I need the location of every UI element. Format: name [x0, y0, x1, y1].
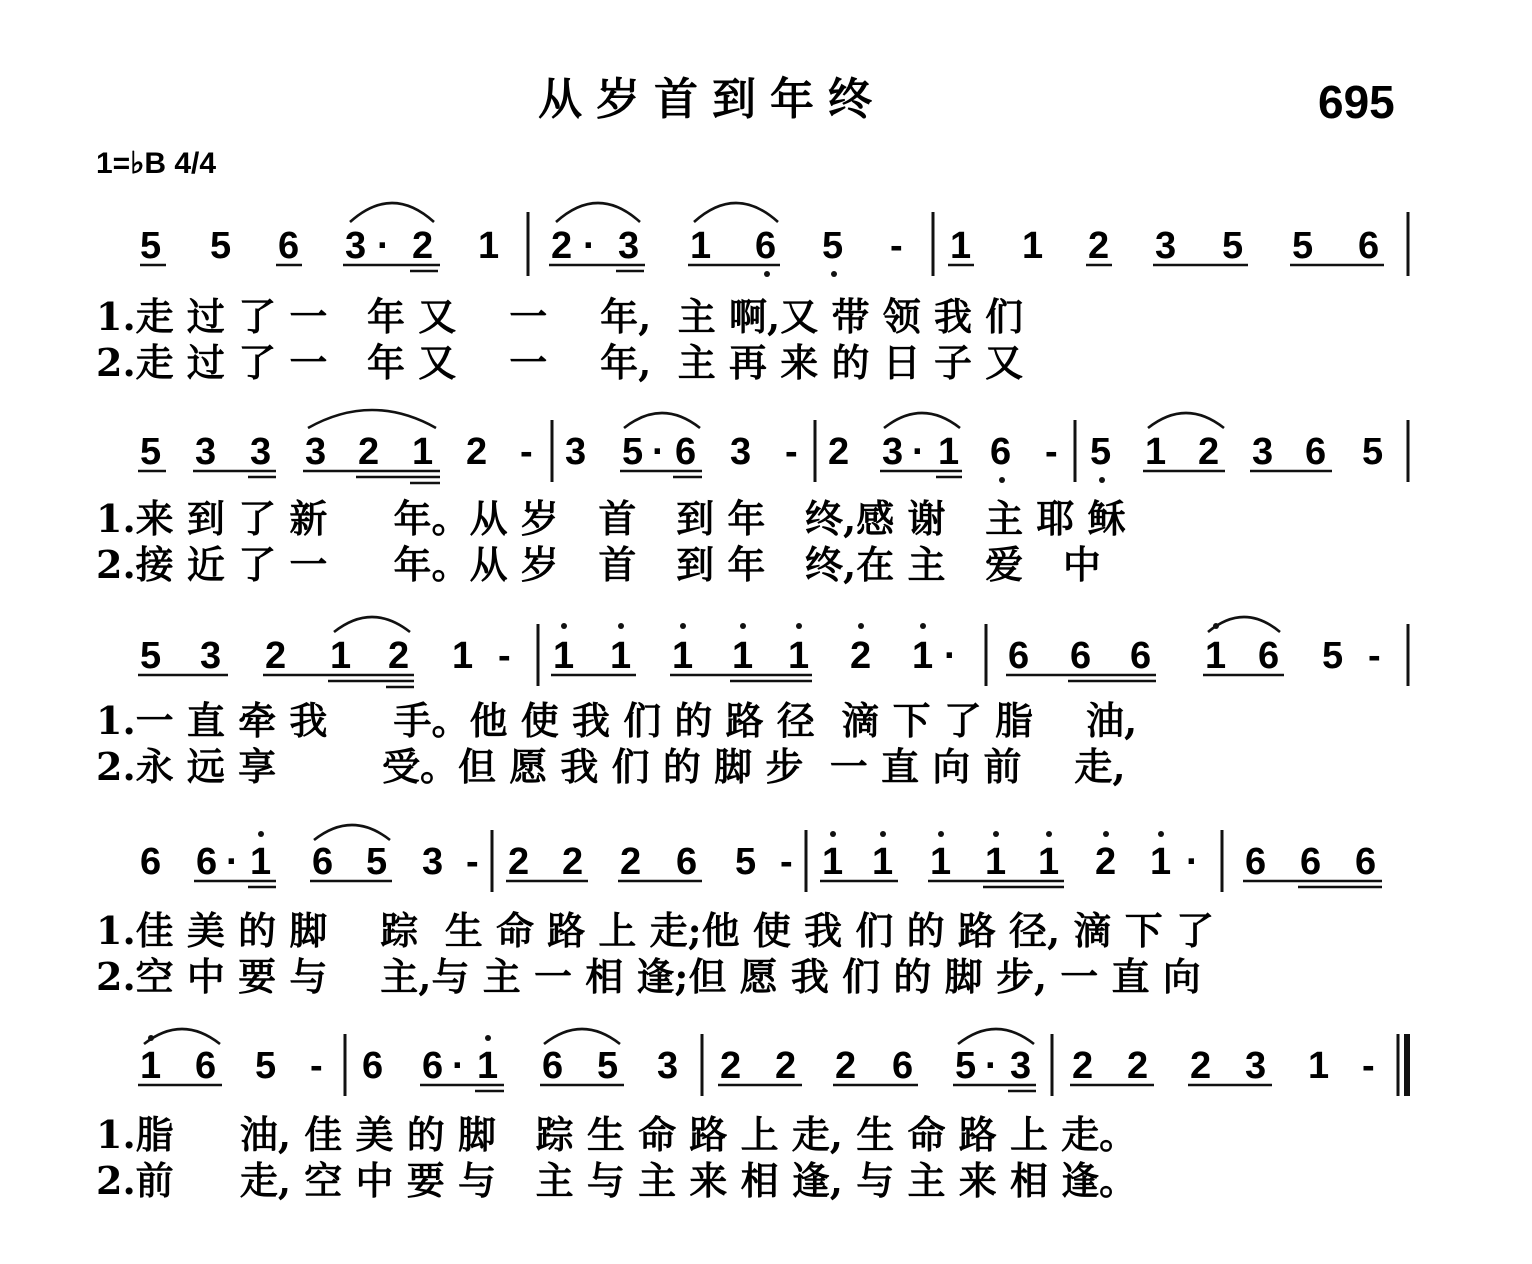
svg-text:1: 1	[938, 431, 960, 473]
svg-text:-: -	[498, 635, 511, 677]
svg-text:5: 5	[1362, 431, 1384, 473]
svg-text:2: 2	[1127, 1045, 1149, 1087]
svg-text:2: 2	[1095, 841, 1117, 883]
notation-row	[140, 1045, 1375, 1087]
svg-text:6: 6	[1355, 841, 1377, 883]
slur	[314, 825, 390, 840]
svg-text:·: ·	[377, 225, 390, 267]
svg-text:2: 2	[775, 1045, 797, 1087]
underlines	[138, 1085, 1272, 1091]
svg-text:3: 3	[1245, 1045, 1267, 1087]
slur	[144, 1029, 220, 1044]
hymn-title: 从岁首到年终	[538, 74, 886, 125]
svg-text:6: 6	[1130, 635, 1152, 677]
svg-text:6: 6	[278, 225, 300, 267]
svg-text:1: 1	[140, 1045, 162, 1087]
slur	[1148, 413, 1224, 428]
svg-text:3: 3	[1010, 1045, 1032, 1087]
svg-text:6: 6	[312, 841, 334, 883]
svg-text:6: 6	[675, 431, 697, 473]
svg-text:6: 6	[755, 225, 777, 267]
svg-text:2: 2	[508, 841, 530, 883]
svg-text:3: 3	[422, 841, 444, 883]
svg-text:-: -	[780, 841, 793, 883]
svg-text:-: -	[1362, 1045, 1375, 1087]
svg-text:1: 1	[788, 635, 810, 677]
svg-text:2: 2	[835, 1045, 857, 1087]
svg-text:6: 6	[196, 841, 218, 883]
svg-text:3: 3	[345, 225, 367, 267]
key-signature: 1=♭B 4/4	[96, 147, 217, 180]
svg-text:3: 3	[200, 635, 222, 677]
notation-row	[140, 225, 1379, 267]
lyric-verse-1: 1.一 直 牵 我 手。他 使 我 们 的 路 径 滴 下 了 脂 油,	[96, 698, 1138, 743]
lyric-verse-1: 1.来 到 了 新 年。从 岁 首 到 年 终,感 谢 主 耶 稣	[96, 496, 1126, 541]
system-3	[96, 617, 1408, 789]
svg-text:·: ·	[583, 225, 596, 267]
svg-text:5: 5	[735, 841, 757, 883]
slur	[1208, 617, 1280, 632]
svg-text:·: ·	[226, 841, 239, 883]
svg-text:2: 2	[551, 225, 573, 267]
svg-text:5: 5	[140, 225, 162, 267]
svg-text:1: 1	[477, 1045, 499, 1087]
svg-text:6: 6	[1245, 841, 1267, 883]
slur	[624, 413, 700, 428]
lyric-verse-2: 2.接 近 了 一 年。从 岁 首 到 年 终,在 主 爱 中	[96, 542, 1101, 587]
high-dots	[561, 623, 1219, 629]
svg-text:·: ·	[452, 1045, 465, 1087]
slur	[350, 203, 434, 222]
hymn-number: 695	[1318, 76, 1395, 128]
lyric-verse-1: 1.走 过 了 一 年 又 一 年, 主 啊,又 带 领 我 们	[96, 294, 1024, 339]
lyric-verse-2: 2.前 走, 空 中 要 与 主 与 主 来 相 逢, 与 主 来 相 逢。	[96, 1158, 1138, 1203]
svg-text:6: 6	[422, 1045, 444, 1087]
svg-text:1: 1	[690, 225, 712, 267]
svg-text:6: 6	[1070, 635, 1092, 677]
svg-text:·: ·	[912, 431, 925, 473]
svg-text:2: 2	[466, 431, 488, 473]
slur	[958, 1029, 1034, 1044]
lyric-verse-2: 2.走 过 了 一 年 又 一 年, 主 再 来 的 日 子 又	[96, 340, 1024, 385]
svg-text:-: -	[310, 1045, 323, 1087]
svg-text:3: 3	[305, 431, 327, 473]
slur	[694, 203, 778, 222]
svg-text:5: 5	[955, 1045, 977, 1087]
svg-text:1: 1	[985, 841, 1007, 883]
svg-text:1: 1	[930, 841, 952, 883]
slur	[544, 1029, 620, 1044]
svg-text:6: 6	[990, 431, 1012, 473]
svg-text:·: ·	[985, 1045, 998, 1087]
high-dots	[258, 831, 1164, 837]
svg-text:1: 1	[822, 841, 844, 883]
svg-text:5: 5	[366, 841, 388, 883]
svg-text:1: 1	[672, 635, 694, 677]
svg-text:-: -	[520, 431, 533, 473]
system-5	[96, 1029, 1407, 1203]
svg-text:-: -	[1045, 431, 1058, 473]
svg-text:3: 3	[195, 431, 217, 473]
svg-text:5: 5	[1292, 225, 1314, 267]
svg-text:5: 5	[210, 225, 232, 267]
svg-text:3: 3	[1252, 431, 1274, 473]
svg-text:5: 5	[597, 1045, 619, 1087]
svg-text:2: 2	[1198, 431, 1220, 473]
svg-text:3: 3	[565, 431, 587, 473]
lyric-verse-2: 2.永 远 享 受。但 愿 我 们 的 脚 步 一 直 向 前 走,	[96, 744, 1126, 789]
svg-text:6: 6	[1008, 635, 1030, 677]
svg-text:-: -	[890, 225, 903, 267]
underlines	[138, 675, 1284, 687]
svg-text:·: ·	[1186, 841, 1199, 883]
svg-text:3: 3	[657, 1045, 679, 1087]
svg-text:-: -	[1368, 635, 1381, 677]
svg-text:1: 1	[732, 635, 754, 677]
slur	[884, 413, 960, 428]
svg-text:1: 1	[1145, 431, 1167, 473]
system-2	[96, 410, 1408, 587]
svg-text:6: 6	[1305, 431, 1327, 473]
svg-text:3: 3	[730, 431, 752, 473]
svg-text:3: 3	[250, 431, 272, 473]
svg-text:6: 6	[1300, 841, 1322, 883]
svg-text:5: 5	[255, 1045, 277, 1087]
svg-text:1: 1	[610, 635, 632, 677]
svg-text:1: 1	[1308, 1045, 1330, 1087]
svg-text:2: 2	[720, 1045, 742, 1087]
lyric-verse-1: 1.脂 油, 佳 美 的 脚 踪 生 命 路 上 走, 生 命 路 上 走。	[96, 1112, 1138, 1157]
system-4	[96, 825, 1382, 999]
svg-text:·: ·	[944, 635, 957, 677]
svg-text:6: 6	[140, 841, 162, 883]
svg-text:1: 1	[912, 635, 934, 677]
lyric-verse-1: 1.佳 美 的 脚 踪 生 命 路 上 走;他 使 我 们 的 路 径, 滴 下 了	[96, 908, 1214, 953]
svg-text:1: 1	[1022, 225, 1044, 267]
svg-text:1: 1	[872, 841, 894, 883]
svg-text:2: 2	[265, 635, 287, 677]
svg-text:1: 1	[452, 635, 474, 677]
svg-text:3: 3	[882, 431, 904, 473]
svg-text:3: 3	[618, 225, 640, 267]
svg-text:5: 5	[1090, 431, 1112, 473]
svg-text:1: 1	[412, 431, 434, 473]
svg-text:5: 5	[140, 431, 162, 473]
svg-text:1: 1	[553, 635, 575, 677]
svg-text:6: 6	[195, 1045, 217, 1087]
svg-text:1: 1	[1150, 841, 1172, 883]
svg-text:5: 5	[1322, 635, 1344, 677]
slur	[556, 203, 640, 222]
svg-text:·: ·	[652, 431, 665, 473]
svg-text:2: 2	[412, 225, 434, 267]
svg-text:6: 6	[1358, 225, 1380, 267]
svg-text:6: 6	[1258, 635, 1280, 677]
notation-row	[140, 635, 1381, 677]
svg-text:2: 2	[620, 841, 642, 883]
svg-text:2: 2	[388, 635, 410, 677]
svg-text:2: 2	[358, 431, 380, 473]
svg-text:1: 1	[950, 225, 972, 267]
slur	[308, 410, 436, 428]
svg-text:2: 2	[1072, 1045, 1094, 1087]
svg-text:2: 2	[1088, 225, 1110, 267]
svg-text:5: 5	[822, 225, 844, 267]
svg-text:-: -	[785, 431, 798, 473]
svg-text:6: 6	[362, 1045, 384, 1087]
svg-text:6: 6	[892, 1045, 914, 1087]
svg-text:1: 1	[250, 841, 272, 883]
svg-text:1: 1	[330, 635, 352, 677]
svg-text:5: 5	[1222, 225, 1244, 267]
high-dots	[148, 1035, 491, 1041]
svg-text:5: 5	[622, 431, 644, 473]
svg-text:2: 2	[850, 635, 872, 677]
svg-text:3: 3	[1155, 225, 1177, 267]
system-1	[96, 203, 1408, 385]
notation-row	[140, 431, 1383, 473]
svg-text:2: 2	[828, 431, 850, 473]
svg-text:6: 6	[676, 841, 698, 883]
svg-text:1: 1	[1205, 635, 1227, 677]
slur	[334, 617, 410, 632]
svg-text:6: 6	[542, 1045, 564, 1087]
notation-row	[140, 841, 1376, 883]
svg-text:-: -	[466, 841, 479, 883]
svg-text:2: 2	[1190, 1045, 1212, 1087]
lyric-verse-2: 2.空 中 要 与 主,与 主 一 相 逢;但 愿 我 们 的 脚 步, 一 直 向	[96, 954, 1201, 999]
svg-text:5: 5	[140, 635, 162, 677]
svg-text:2: 2	[562, 841, 584, 883]
underlines	[140, 265, 1384, 271]
svg-text:1: 1	[478, 225, 500, 267]
svg-text:1: 1	[1038, 841, 1060, 883]
